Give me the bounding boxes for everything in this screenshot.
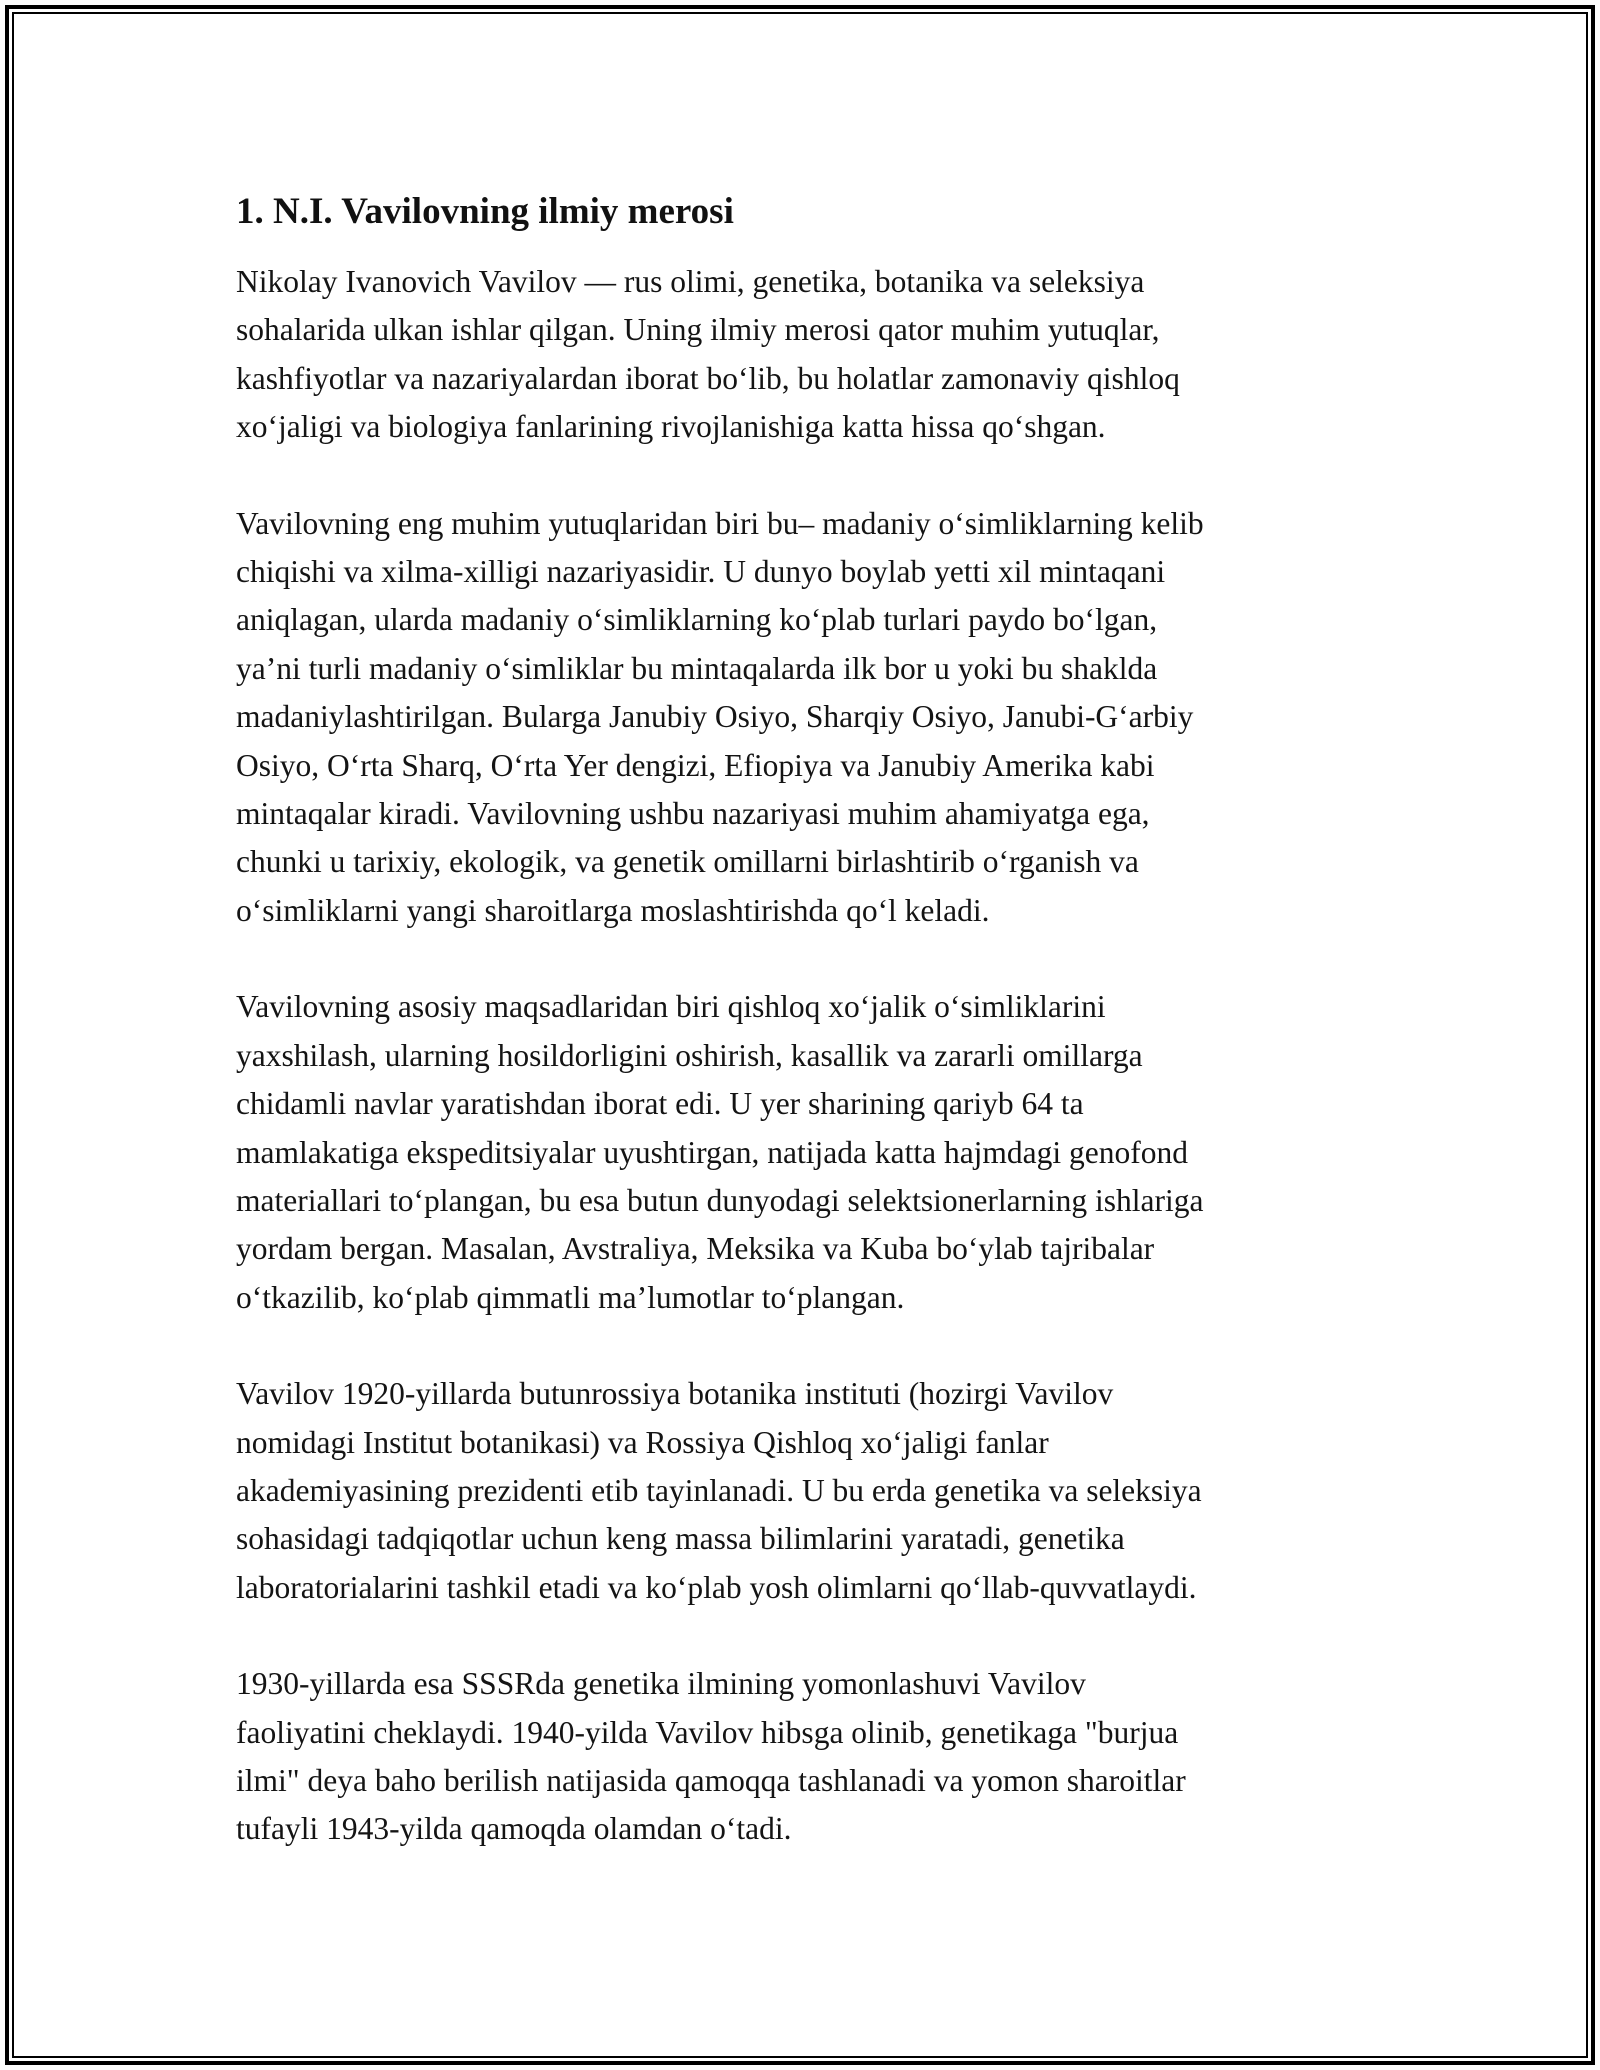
text-line: madaniylashtirilgan. Bularga Janubiy Osiyo, Sharqiy Osiyo, Janubi-Gʻarbiy bbox=[236, 699, 1194, 735]
text-line: yordam bergan. Masalan, Avstraliya, Meksika va Kuba boʻylab tajribalar bbox=[236, 1231, 1155, 1267]
text-line: sohalarida ulkan ishlar qilgan. Uning ilmiy merosi qator muhim yutuqlar, bbox=[236, 312, 1160, 348]
text-line: akademiyasining prezidenti etib tayinlanadi. U bu erda genetika va seleksiya bbox=[236, 1472, 1202, 1508]
text-line: Vavilov 1920-yillarda butunrossiya botanika instituti (hozirgi Vavilov bbox=[236, 1376, 1114, 1412]
paragraph-centers-of-origin bbox=[236, 500, 1396, 936]
text-line: oʻsimliklarni yangi sharoitlarga moslashtirishda qoʻl keladi. bbox=[236, 892, 990, 928]
text-line: Osiyo, Oʻrta Sharq, Oʻrta Yer dengizi, Efiopiya va Janubiy Amerika kabi bbox=[236, 747, 1155, 783]
text-line: chidamli navlar yaratishdan iborat edi. U yer sharining qariyb 64 ta bbox=[236, 1086, 1084, 1122]
paragraph-institute bbox=[236, 1370, 1396, 1612]
text-line: kashfiyotlar va nazariyalardan iborat boʻlib, bu holatlar zamonaviy qishloq bbox=[236, 360, 1180, 396]
paragraph-repression bbox=[236, 1660, 1396, 1854]
text-line: oʻtkazilib, koʻplab qimmatli ma’lumotlar toʻplangan. bbox=[236, 1279, 905, 1315]
text-line: chunki u tarixiy, ekologik, va genetik omillarni birlashtirib oʻrganish va bbox=[236, 844, 1139, 880]
paragraph-intro bbox=[236, 258, 1396, 452]
page-title: 1. N.I. Vavilovning ilmiy merosi bbox=[236, 191, 734, 232]
text-line: Vavilovning asosiy maqsadlaridan biri qishloq xoʻjalik oʻsimliklarini bbox=[236, 989, 1106, 1025]
text-line: tufayli 1943-yilda qamoqda olamdan oʻtadi. bbox=[236, 1811, 792, 1847]
text-line: sohasidagi tadqiqotlar uchun keng massa bilimlarini yaratadi, genetika bbox=[236, 1521, 1125, 1557]
text-line: xoʻjaligi va biologiya fanlarining rivojlanishiga katta hissa qoʻshgan. bbox=[236, 409, 1106, 445]
text-line: laboratorialarini tashkil etadi va koʻplab yosh olimlarni qoʻllab-quvvatlaydi. bbox=[236, 1569, 1197, 1605]
text-line: mintaqalar kiradi. Vavilovning ushbu nazariyasi muhim ahamiyatga ega, bbox=[236, 796, 1150, 832]
text-line: mamlakatiga ekspeditsiyalar uyushtirgan, natijada katta hajmdagi genofond bbox=[236, 1134, 1189, 1170]
text-line: chiqishi va xilma-xilligi nazariyasidir. U dunyo boylab yetti xil mintaqani bbox=[236, 554, 1166, 590]
paragraph-expeditions bbox=[236, 983, 1396, 1322]
text-line: faoliyatini cheklaydi. 1940-yilda Vavilov hibsga olinib, genetikaga "burjua bbox=[236, 1714, 1179, 1750]
text-line: ilmi" deya baho berilish natijasida qamoqqa tashlanadi va yomon sharoitlar bbox=[236, 1762, 1186, 1798]
text-line: ya’ni turli madaniy oʻsimliklar bu mintaqalarda ilk bor u yoki bu shaklda bbox=[236, 650, 1158, 686]
text-line: nomidagi Institut botanikasi) va Rossiya Qishloq xoʻjaligi fanlar bbox=[236, 1424, 1049, 1460]
text-line: aniqlagan, ularda madaniy oʻsimliklarning koʻplab turlari paydo boʻlgan, bbox=[236, 602, 1158, 638]
text-line: yaxshilash, ularning hosildorligini oshirish, kasallik va zararli omillarga bbox=[236, 1037, 1143, 1073]
document-body bbox=[236, 186, 1396, 1902]
text-line: Vavilovning eng muhim yutuqlaridan biri bu– madaniy oʻsimliklarning kelib bbox=[236, 505, 1204, 541]
text-line: 1930-yillarda esa SSSRda genetika ilmining yomonlashuvi Vavilov bbox=[236, 1666, 1086, 1702]
text-line: Nikolay Ivanovich Vavilov — rus olimi, genetika, botanika va seleksiya bbox=[236, 264, 1145, 299]
text-line: materiallari toʻplangan, bu esa butun dunyodagi selektsionerlarning ishlariga bbox=[236, 1182, 1204, 1218]
